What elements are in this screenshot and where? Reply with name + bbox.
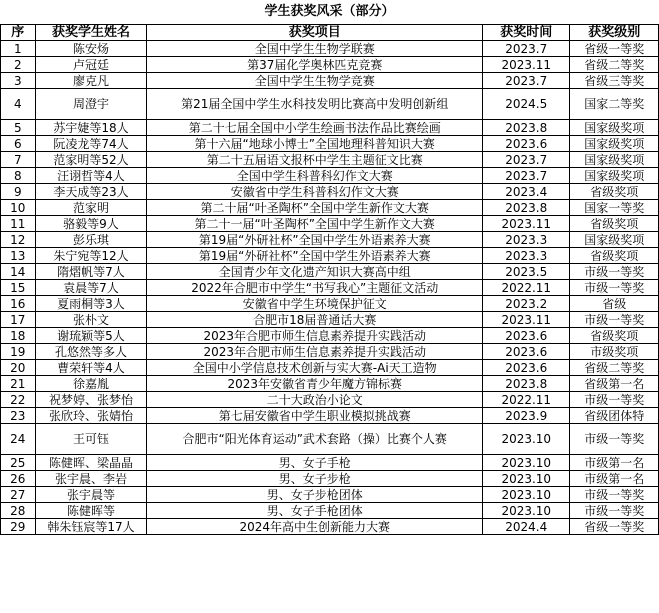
cell-seq: 1 — [1, 41, 36, 57]
header-seq: 序 — [1, 25, 36, 41]
cell-award-time: 2023.10 — [483, 487, 570, 503]
table-row — [1, 344, 659, 360]
cell-award-time: 2023.6 — [483, 360, 570, 376]
cell-seq: 13 — [1, 248, 36, 264]
table-row — [1, 184, 659, 200]
cell-award-time: 2024.5 — [483, 89, 570, 120]
header-time: 获奖时间 — [483, 25, 570, 41]
cell-award-item: 第二十五届语文报杯中学生主题征文比赛 — [147, 152, 483, 168]
cell-seq: 10 — [1, 200, 36, 216]
cell-award-level: 国家级奖项 — [570, 152, 659, 168]
cell-seq: 14 — [1, 264, 36, 280]
cell-award-level: 国家级奖项 — [570, 232, 659, 248]
cell-seq: 27 — [1, 487, 36, 503]
cell-award-time: 2023.8 — [483, 200, 570, 216]
table-row — [1, 152, 659, 168]
cell-award-level: 市级第一名 — [570, 471, 659, 487]
table-row — [1, 136, 659, 152]
cell-student-name: 曹荣轩等4人 — [35, 360, 147, 376]
cell-student-name: 李天成等23人 — [35, 184, 147, 200]
table-row — [1, 120, 659, 136]
cell-award-level: 市级奖项 — [570, 344, 659, 360]
cell-seq: 16 — [1, 296, 36, 312]
cell-award-time: 2023.7 — [483, 73, 570, 89]
cell-seq: 26 — [1, 471, 36, 487]
header-name: 获奖学生姓名 — [35, 25, 147, 41]
table-row — [1, 360, 659, 376]
cell-award-time: 2023.3 — [483, 232, 570, 248]
cell-award-item: 男、女子步枪 — [147, 471, 483, 487]
cell-student-name: 张欣玲、张婧怡 — [35, 408, 147, 424]
cell-award-level: 市级一等奖 — [570, 312, 659, 328]
cell-award-time: 2023.7 — [483, 168, 570, 184]
cell-award-level: 省级 — [570, 296, 659, 312]
table-row — [1, 503, 659, 519]
cell-award-level: 市级一等奖 — [570, 424, 659, 455]
cell-award-item: 全国青少年文化遗产知识大赛高中组 — [147, 264, 483, 280]
cell-seq: 2 — [1, 57, 36, 73]
cell-seq: 4 — [1, 89, 36, 120]
cell-award-item: 2023年合肥市师生信息素养提升实践活动 — [147, 328, 483, 344]
cell-award-time: 2023.7 — [483, 41, 570, 57]
cell-award-item: 合肥市“阳光体育运动”武术套路（操）比赛个人赛 — [147, 424, 483, 455]
table-row — [1, 471, 659, 487]
cell-award-item: 安徽省中学生环境保护征文 — [147, 296, 483, 312]
cell-award-level: 市级一等奖 — [570, 392, 659, 408]
cell-seq: 12 — [1, 232, 36, 248]
cell-student-name: 廖克凡 — [35, 73, 147, 89]
table-row — [1, 296, 659, 312]
table-row — [1, 232, 659, 248]
cell-award-item: 第19届“外研社杯”全国中学生外语素养大赛 — [147, 248, 483, 264]
cell-student-name: 骆毅等9人 — [35, 216, 147, 232]
cell-student-name: 袁晨等7人 — [35, 280, 147, 296]
cell-student-name: 陈健晖等 — [35, 503, 147, 519]
cell-award-level: 省级二等奖 — [570, 360, 659, 376]
cell-award-time: 2023.9 — [483, 408, 570, 424]
cell-award-time: 2023.4 — [483, 184, 570, 200]
cell-award-time: 2023.5 — [483, 264, 570, 280]
cell-award-level: 省级三等奖 — [570, 73, 659, 89]
cell-student-name: 徐嘉胤 — [35, 376, 147, 392]
table-row — [1, 168, 659, 184]
cell-seq: 15 — [1, 280, 36, 296]
cell-award-time: 2022.11 — [483, 280, 570, 296]
cell-student-name: 陈安炀 — [35, 41, 147, 57]
cell-award-time: 2023.10 — [483, 424, 570, 455]
cell-award-item: 第21届全国中学生水科技发明比赛高中发明创新组 — [147, 89, 483, 120]
cell-award-item: 第二十一届“叶圣陶杯”全国中学生新作文大赛 — [147, 216, 483, 232]
cell-award-time: 2023.2 — [483, 296, 570, 312]
cell-award-item: 第二十七届全国中小学生绘画书法作品比赛绘画 — [147, 120, 483, 136]
cell-award-level: 省级第一名 — [570, 376, 659, 392]
cell-award-level: 市级一等奖 — [570, 503, 659, 519]
cell-award-item: 全国中小学信息技术创新与实大赛-Ai天工造物 — [147, 360, 483, 376]
cell-award-level: 国家级奖项 — [570, 136, 659, 152]
cell-seq: 7 — [1, 152, 36, 168]
cell-seq: 8 — [1, 168, 36, 184]
cell-seq: 24 — [1, 424, 36, 455]
cell-award-level: 国家一等奖 — [570, 200, 659, 216]
table-row — [1, 392, 659, 408]
cell-award-item: 男、女子手枪团体 — [147, 503, 483, 519]
header-level: 获奖级别 — [570, 25, 659, 41]
table-row — [1, 73, 659, 89]
cell-award-item: 二十大政治小论文 — [147, 392, 483, 408]
table-row — [1, 424, 659, 455]
cell-award-item: 2023年合肥市师生信息素养提升实践活动 — [147, 344, 483, 360]
cell-seq: 19 — [1, 344, 36, 360]
cell-student-name: 周澄宇 — [35, 89, 147, 120]
cell-student-name: 朱宁宛等12人 — [35, 248, 147, 264]
cell-award-time: 2023.11 — [483, 216, 570, 232]
cell-award-level: 省级团体特 — [570, 408, 659, 424]
cell-award-time: 2023.6 — [483, 328, 570, 344]
cell-award-level: 国家级奖项 — [570, 120, 659, 136]
header-row — [1, 25, 659, 41]
cell-student-name: 卢冠廷 — [35, 57, 147, 73]
cell-student-name: 谢琉颖等5人 — [35, 328, 147, 344]
cell-award-time: 2023.7 — [483, 152, 570, 168]
cell-award-level: 市级第一名 — [570, 455, 659, 471]
cell-award-level: 省级二等奖 — [570, 57, 659, 73]
cell-student-name: 王可钰 — [35, 424, 147, 455]
cell-award-item: 第二十届“叶圣陶杯”全国中学生新作文大赛 — [147, 200, 483, 216]
cell-seq: 3 — [1, 73, 36, 89]
cell-student-name: 范家明等52人 — [35, 152, 147, 168]
cell-seq: 25 — [1, 455, 36, 471]
cell-award-time: 2023.8 — [483, 120, 570, 136]
cell-award-level: 国家级奖项 — [570, 168, 659, 184]
table-row — [1, 519, 659, 535]
cell-student-name: 阮凌龙等74人 — [35, 136, 147, 152]
cell-student-name: 陈健晖、梁晶晶 — [35, 455, 147, 471]
cell-award-item: 男、女子手枪 — [147, 455, 483, 471]
cell-seq: 20 — [1, 360, 36, 376]
table-row — [1, 216, 659, 232]
table-body — [1, 41, 659, 535]
table-row — [1, 455, 659, 471]
cell-award-time: 2024.4 — [483, 519, 570, 535]
cell-award-level: 省级奖项 — [570, 184, 659, 200]
cell-award-level: 省级奖项 — [570, 216, 659, 232]
cell-seq: 21 — [1, 376, 36, 392]
cell-seq: 29 — [1, 519, 36, 535]
table-row — [1, 280, 659, 296]
cell-seq: 23 — [1, 408, 36, 424]
table-row — [1, 376, 659, 392]
cell-award-time: 2023.11 — [483, 57, 570, 73]
cell-award-level: 省级奖项 — [570, 328, 659, 344]
cell-award-item: 全国中学生生物学联赛 — [147, 41, 483, 57]
table-row — [1, 312, 659, 328]
cell-seq: 5 — [1, 120, 36, 136]
cell-award-time: 2023.6 — [483, 344, 570, 360]
cell-student-name: 彭乐琪 — [35, 232, 147, 248]
cell-award-item: 安徽省中学生科普科幻作文大赛 — [147, 184, 483, 200]
table-row — [1, 328, 659, 344]
cell-award-item: 第37届化学奥林匹克竞赛 — [147, 57, 483, 73]
cell-award-item: 第七届安徽省中学生职业模拟挑战赛 — [147, 408, 483, 424]
cell-seq: 17 — [1, 312, 36, 328]
table-row — [1, 487, 659, 503]
cell-award-item: 2023年安徽省青少年魔方锦标赛 — [147, 376, 483, 392]
table-row — [1, 57, 659, 73]
cell-seq: 9 — [1, 184, 36, 200]
cell-student-name: 孔悠然等多人 — [35, 344, 147, 360]
cell-award-level: 市级一等奖 — [570, 264, 659, 280]
cell-student-name: 汪诩哲等4人 — [35, 168, 147, 184]
cell-award-item: 全国中学生科普科幻作文大赛 — [147, 168, 483, 184]
table-row — [1, 41, 659, 57]
cell-award-time: 2023.6 — [483, 136, 570, 152]
cell-award-time: 2023.10 — [483, 503, 570, 519]
cell-award-level: 省级一等奖 — [570, 519, 659, 535]
cell-award-level: 市级一等奖 — [570, 487, 659, 503]
cell-award-time: 2023.11 — [483, 312, 570, 328]
cell-award-time: 2023.10 — [483, 455, 570, 471]
cell-award-time: 2023.10 — [483, 471, 570, 487]
header-item: 获奖项目 — [147, 25, 483, 41]
cell-award-item: 全国中学生生物学竞赛 — [147, 73, 483, 89]
cell-award-item: 2024年高中生创新能力大赛 — [147, 519, 483, 535]
cell-student-name: 张朴文 — [35, 312, 147, 328]
cell-award-level: 国家二等奖 — [570, 89, 659, 120]
cell-award-level: 省级一等奖 — [570, 41, 659, 57]
cell-award-time: 2023.8 — [483, 376, 570, 392]
cell-student-name: 隋熠帆等7人 — [35, 264, 147, 280]
table-row — [1, 89, 659, 120]
cell-student-name: 韩朱钰宸等17人 — [35, 519, 147, 535]
cell-student-name: 苏宇婕等18人 — [35, 120, 147, 136]
cell-seq: 6 — [1, 136, 36, 152]
cell-award-item: 2022年合肥市中学生“书写我心”主题征文活动 — [147, 280, 483, 296]
cell-student-name: 祝梦婷、张梦怡 — [35, 392, 147, 408]
cell-award-level: 市级一等奖 — [570, 280, 659, 296]
cell-student-name: 张宇晨等 — [35, 487, 147, 503]
cell-award-item: 男、女子步枪团体 — [147, 487, 483, 503]
cell-student-name: 夏雨桐等3人 — [35, 296, 147, 312]
table-row — [1, 200, 659, 216]
cell-seq: 22 — [1, 392, 36, 408]
table-row — [1, 248, 659, 264]
sheet-title: 学生获奖风采（部分） — [264, 4, 395, 19]
cell-seq: 28 — [1, 503, 36, 519]
cell-seq: 18 — [1, 328, 36, 344]
cell-award-time: 2022.11 — [483, 392, 570, 408]
cell-student-name: 张宇晨、李岩 — [35, 471, 147, 487]
cell-award-item: 第十六届“地球小博士”全国地理科普知识大赛 — [147, 136, 483, 152]
awards-table — [0, 24, 659, 535]
cell-seq: 11 — [1, 216, 36, 232]
cell-award-time: 2023.3 — [483, 248, 570, 264]
cell-award-item: 合肥市18届普通话大赛 — [147, 312, 483, 328]
table-row — [1, 408, 659, 424]
cell-student-name: 范家明 — [35, 200, 147, 216]
cell-award-level: 省级奖项 — [570, 248, 659, 264]
table-row — [1, 264, 659, 280]
cell-award-item: 第19届“外研社杯”全国中学生外语素养大赛 — [147, 232, 483, 248]
